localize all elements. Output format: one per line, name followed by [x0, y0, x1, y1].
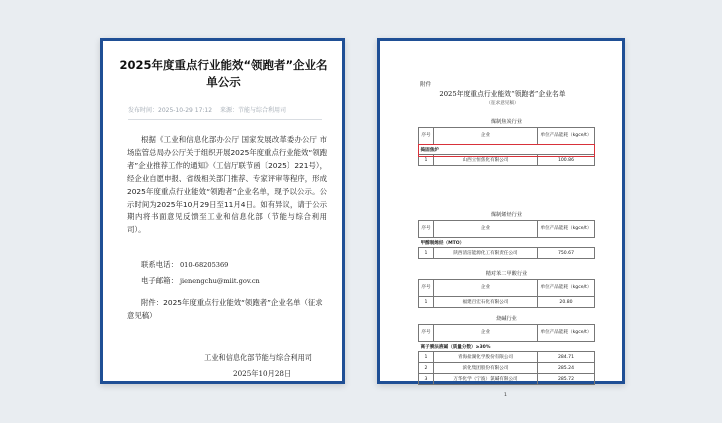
source: 来源：节能与综合利用司 — [220, 107, 287, 114]
company-table — [418, 220, 595, 259]
row-value: 285.24 — [538, 363, 595, 374]
section-title: 煤制焦炭行业 — [490, 119, 523, 125]
subcategory-label: 捣固焦炉 — [419, 145, 595, 155]
doc-title: 2025年度重点行业能效“领跑者”企业名单 — [439, 90, 566, 98]
row-value: 284.71 — [538, 352, 595, 363]
table-header — [419, 325, 595, 342]
announcement-meta — [128, 105, 292, 114]
row-company: 万华化学（宁波）氯碱有限公司 — [434, 374, 538, 385]
row-no: 1 — [419, 297, 434, 308]
header-company: 企业 — [434, 128, 538, 145]
row-no: 1 — [419, 352, 434, 363]
industry-section — [418, 315, 595, 385]
row-company: 青海盐湖化学股份有限公司 — [434, 352, 538, 363]
header-value: 单位产品能耗（kgce/t） — [538, 325, 595, 342]
subcategory-label: 离子膜法液碱（质量分数）≥30% — [419, 342, 595, 352]
company-table — [418, 127, 595, 166]
announcement-date: 2025年10月28日 — [233, 369, 292, 378]
header-no: 序号 — [419, 280, 434, 297]
contact-phone-value: 010-68205369 — [179, 261, 229, 269]
table-row — [419, 297, 595, 308]
section-title: 煤制烯烃行业 — [490, 212, 523, 218]
header-company: 企业 — [434, 280, 538, 297]
document-card — [377, 38, 625, 398]
signature: 工业和信息化部节能与综合利用司 — [204, 353, 312, 362]
industry-section — [418, 270, 595, 308]
contact-phone — [141, 259, 228, 270]
doc-attachment-label: 附件 — [420, 82, 432, 88]
announcement-title: 2025年度重点行业能效“领跑者”企业名单公示 — [119, 58, 328, 89]
table-row — [419, 363, 595, 374]
table-row — [419, 155, 595, 166]
contact-email — [141, 275, 260, 286]
email-label: 电子邮箱： — [141, 276, 178, 285]
row-no: 1 — [419, 248, 434, 259]
header-value: 单位产品能耗（kgce/t） — [538, 221, 595, 238]
header-no: 序号 — [419, 325, 434, 342]
subcategory-label: 甲醇制烯烃（MTO） — [419, 238, 595, 248]
section-title: 烧碱行业 — [496, 316, 517, 322]
divider — [128, 119, 322, 120]
header-value: 单位产品能耗（kgce/t） — [538, 128, 595, 145]
row-value: 285.72 — [538, 374, 595, 385]
table-header — [419, 221, 595, 238]
table-header — [419, 280, 595, 297]
row-company: 滨化集团股份有限公司 — [434, 363, 538, 374]
announcement-card — [100, 38, 345, 384]
industry-section — [418, 118, 595, 166]
page-number: 1 — [504, 393, 507, 398]
company-table — [418, 324, 595, 385]
announcement-body: 根据《工业和信息化部办公厅 国家发展改革委办公厅 市场监管总局办公厅关于组织开展2025年度重点行业能效“领跑者”企业推荐工作的通知》（工信厅联节函〔2025〕221号），经企业自愿申报、省级相关部门推荐、专家评审等程序，形成2025年度重点行业能效“领跑者”企业名单，现予以公示。公示时间为2025年10月29日至11月4日。如有异议，请于公示期内将书面意见反馈至工业和信息化部（节能与综合利用司）。 — [127, 135, 328, 235]
row-no: 1 — [419, 155, 434, 166]
row-company: 福建百宏石化有限公司 — [434, 297, 538, 308]
row-value: 100.86 — [538, 155, 595, 166]
header-company: 企业 — [434, 325, 538, 342]
attachment-link[interactable]: 附件：2025年度重点行业能效“领跑者”企业名单（征求意见稿） — [127, 298, 323, 320]
header-no: 序号 — [419, 128, 434, 145]
table-header — [419, 128, 595, 145]
industry-section — [418, 211, 595, 259]
doc-subtitle: （征求意见稿） — [486, 101, 519, 106]
header-no: 序号 — [419, 221, 434, 238]
table-row — [419, 248, 595, 259]
contact-phone-label: 联系电话： — [141, 260, 178, 269]
row-company: 山西立恒焦化有限公司 — [434, 155, 538, 166]
table-row — [419, 352, 595, 363]
header-company: 企业 — [434, 221, 538, 238]
company-table — [418, 279, 595, 308]
publish-time: 发布时间：2025-10-29 17:12 — [128, 107, 213, 114]
row-no: 3 — [419, 374, 434, 385]
header-value: 单位产品能耗（kgce/t） — [538, 280, 595, 297]
row-value: 750.67 — [538, 248, 595, 259]
section-title: 精对苯二甲酸行业 — [485, 271, 528, 277]
row-no: 2 — [419, 363, 434, 374]
row-company: 陕西清洁能源化工有限责任公司 — [434, 248, 538, 259]
row-value: 20.80 — [538, 297, 595, 308]
table-row — [419, 374, 595, 385]
email-value[interactable]: jienengchu@miit.gov.cn — [179, 277, 260, 285]
